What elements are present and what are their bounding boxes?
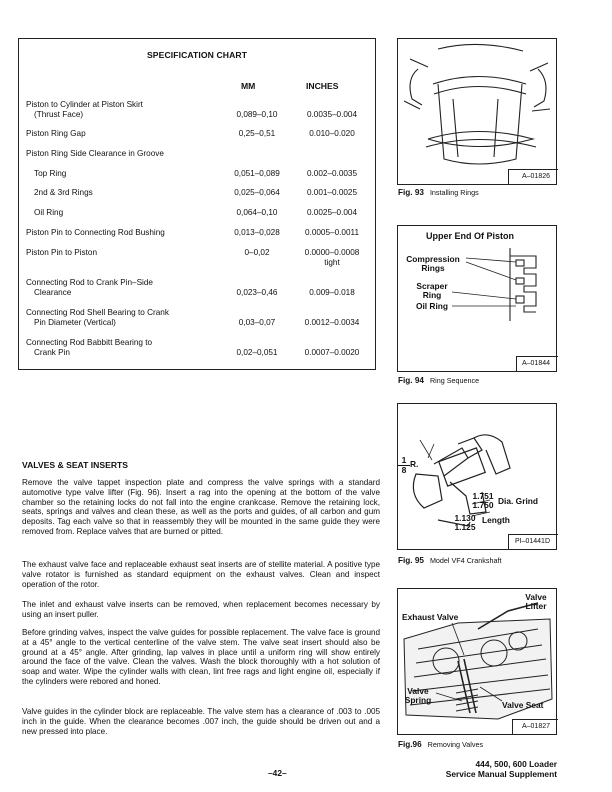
footer-title: Service Manual Supplement [445, 769, 557, 779]
figure-code: A–01827 [521, 723, 550, 730]
spec-label: Connecting Rod Shell Bearing to Crank [26, 308, 169, 317]
page-number: –42– [268, 768, 287, 778]
paragraph: Before grinding valves, inspect the valve guides for possible replacement. The valve face is ground at a 45° angle to the vertical centerline of the valve stem. The valve seat insert should also be ground at a 45° angle. After grinding, lap valves in place until a uniform ring will show entirely around the face of the valve. Clean the valves. Wash the block thoroughly with a hot solution of soap and water. Wipe the cylinder walls with clean, lint free rags and light engine oil, especially if the cylinders were rebored and honed. [22, 628, 380, 686]
spec-in: 0.0012–0.0034 [304, 318, 360, 327]
spec-in: 0.0035–0.004 [306, 110, 358, 119]
exhaust-valve-label: Exhaust Valve [402, 612, 459, 622]
spec-in: 0.0000–0.0008 [304, 248, 360, 257]
figure-number: Fig. 94 [398, 376, 424, 385]
section-heading: VALVES & SEAT INSERTS [22, 460, 129, 470]
spec-mm: 0,064–0,10 [236, 208, 278, 217]
spec-in: 0.0025–0.004 [306, 208, 358, 217]
valve-lifter-line1: Valve [525, 592, 547, 602]
spec-in: 0.002–0.0035 [306, 169, 358, 178]
paragraph: The exhaust valve face and replaceable exhaust seat inserts are of stellite material. A positive type valve rotator is furnished as standard equipment on the exhaust valves. Clean and inspect operation of the rotor. [22, 560, 380, 589]
spec-label: Piston to Cylinder at Piston Skirt [26, 100, 143, 109]
fig95-caption [398, 556, 501, 565]
fig96-caption [398, 740, 483, 749]
spec-in: 0.0005–0.0011 [304, 228, 360, 237]
valve-lifter-line2: Lifter [525, 601, 547, 611]
upper-end-label: Upper End Of Piston [426, 231, 515, 241]
ring-text: Ring [422, 290, 442, 300]
spec-mm: 0,25–0,51 [238, 129, 276, 138]
fig93-installing-rings-illustration [397, 38, 557, 185]
spec-label: Piston Pin to Connecting Rod Bushing [26, 228, 165, 237]
length-min: 1.125 [454, 522, 476, 532]
fig94-caption [398, 376, 479, 385]
inches-column-header: INCHES [306, 81, 339, 91]
fraction-label [398, 456, 410, 475]
compression-text: Compression [406, 254, 460, 264]
paragraph: The inlet and exhaust valve inserts can be removed, when replacement becomes necessary by using an insert puller. [22, 600, 380, 619]
spec-label: Clearance [34, 288, 72, 297]
valve-seat-label: Valve Seat [502, 700, 544, 710]
spec-label: 2nd & 3rd Rings [34, 188, 93, 197]
spec-chart-title: SPECIFICATION CHART [146, 50, 248, 60]
figure-caption-text: Model VF4 Crankshaft [429, 556, 502, 565]
length-label: Length [482, 515, 510, 525]
scraper-text: Scraper [416, 281, 448, 291]
figure-caption-text: Removing Valves [427, 740, 484, 749]
fig95-crankshaft-illustration [397, 403, 557, 550]
paragraph: Valve guides in the cylinder block are replaceable. The valve stem has a clearance of .003 to .005 inch in the guide. When the clearance becomes .007 inch, the guide should be driven out and a new pressed into place. [22, 707, 380, 736]
compression-label [400, 255, 466, 273]
rings-text: Rings [421, 263, 445, 273]
spec-mm: 0,03–0,07 [238, 318, 276, 327]
specification-chart [18, 38, 376, 370]
spec-in: 0.001–0.0025 [306, 188, 358, 197]
figure-code: A–01844 [521, 360, 550, 367]
paragraph: Remove the valve tappet inspection plate and compress the valve springs with a standard automotive type valve lifter (Fig. 96). Insert a rag into the opening at the bottom of the valve chamber so the retaining locks do not fall into the engine crankcase. Remove the retaining lock, seats, springs and valves and clean these, as well as the ports and guides, of all carbon and gum deposits. Tag each valve so that in reassembly they will be mounted in the same guide they were removed from. Replace valves that are burned or pitted. [22, 478, 380, 536]
figure-code: PI–01441D [514, 538, 550, 545]
spec-mm: 0–0,02 [244, 248, 270, 257]
figure-number: Fig.96 [398, 740, 422, 749]
diameter-min: 1.750 [472, 500, 494, 510]
footer-model: 444, 500, 600 Loader [475, 759, 557, 769]
spec-in: 0.010–0.020 [309, 129, 355, 138]
diameter-max: 1.751 [472, 491, 494, 501]
figure-number: Fig. 93 [398, 188, 424, 197]
fig93-caption [398, 188, 479, 197]
valve-spring-line2: Spring [404, 695, 432, 705]
spec-in: tight [324, 258, 340, 267]
spec-mm: 0,013–0,028 [234, 228, 280, 237]
fig94-ring-sequence-illustration [397, 225, 557, 372]
oil-ring-label: Oil Ring [415, 301, 449, 311]
fraction-denominator: 8 [398, 465, 410, 475]
scraper-label [410, 282, 454, 300]
valve-spring-line1: Valve [407, 686, 429, 696]
length-max: 1.130 [454, 513, 476, 523]
installing-rings-drawing [398, 39, 558, 186]
spec-mm: 0,025–0,064 [234, 188, 280, 197]
spec-label: (Thrust Face) [34, 110, 84, 119]
spec-mm: 0,051–0,089 [234, 169, 280, 178]
figure-code: A–01826 [521, 173, 550, 180]
diameter-values [470, 492, 496, 510]
spec-label: Piston Ring Gap [26, 129, 86, 138]
spec-label: Connecting Rod Babbitt Bearing to [26, 338, 153, 347]
radius-label: R. [410, 459, 419, 469]
spec-mm: 0,089–0,10 [236, 110, 278, 119]
spec-mm: 0,02–0,051 [236, 348, 278, 357]
spec-label: Piston Ring Side Clearance in Groove [26, 149, 164, 158]
figure-caption-text: Installing Rings [429, 188, 479, 197]
spec-label: Piston Pin to Piston [26, 248, 97, 257]
spec-label: Crank Pin [34, 348, 70, 357]
fraction-numerator: 1 [401, 455, 407, 465]
spec-label: Top Ring [34, 169, 67, 178]
spec-label: Oil Ring [34, 208, 64, 217]
spec-label: Connecting Rod to Crank Pin–Side [26, 278, 153, 287]
dia-grind-label: Dia. Grind [498, 496, 539, 506]
figure-caption-text: Ring Sequence [429, 376, 480, 385]
length-values [452, 514, 478, 532]
fig96-removing-valves-illustration [397, 588, 557, 735]
valve-lifter-label [516, 593, 556, 611]
crankshaft-drawing [398, 404, 558, 551]
valve-spring-label [401, 687, 435, 705]
spec-label: Pin Diameter (Vertical) [34, 318, 116, 327]
spec-in: 0.009–0.018 [309, 288, 355, 297]
mm-column-header: MM [241, 81, 256, 91]
figure-number: Fig. 95 [398, 556, 424, 565]
spec-in: 0.0007–0.0020 [304, 348, 360, 357]
spec-mm: 0,023–0,46 [236, 288, 278, 297]
